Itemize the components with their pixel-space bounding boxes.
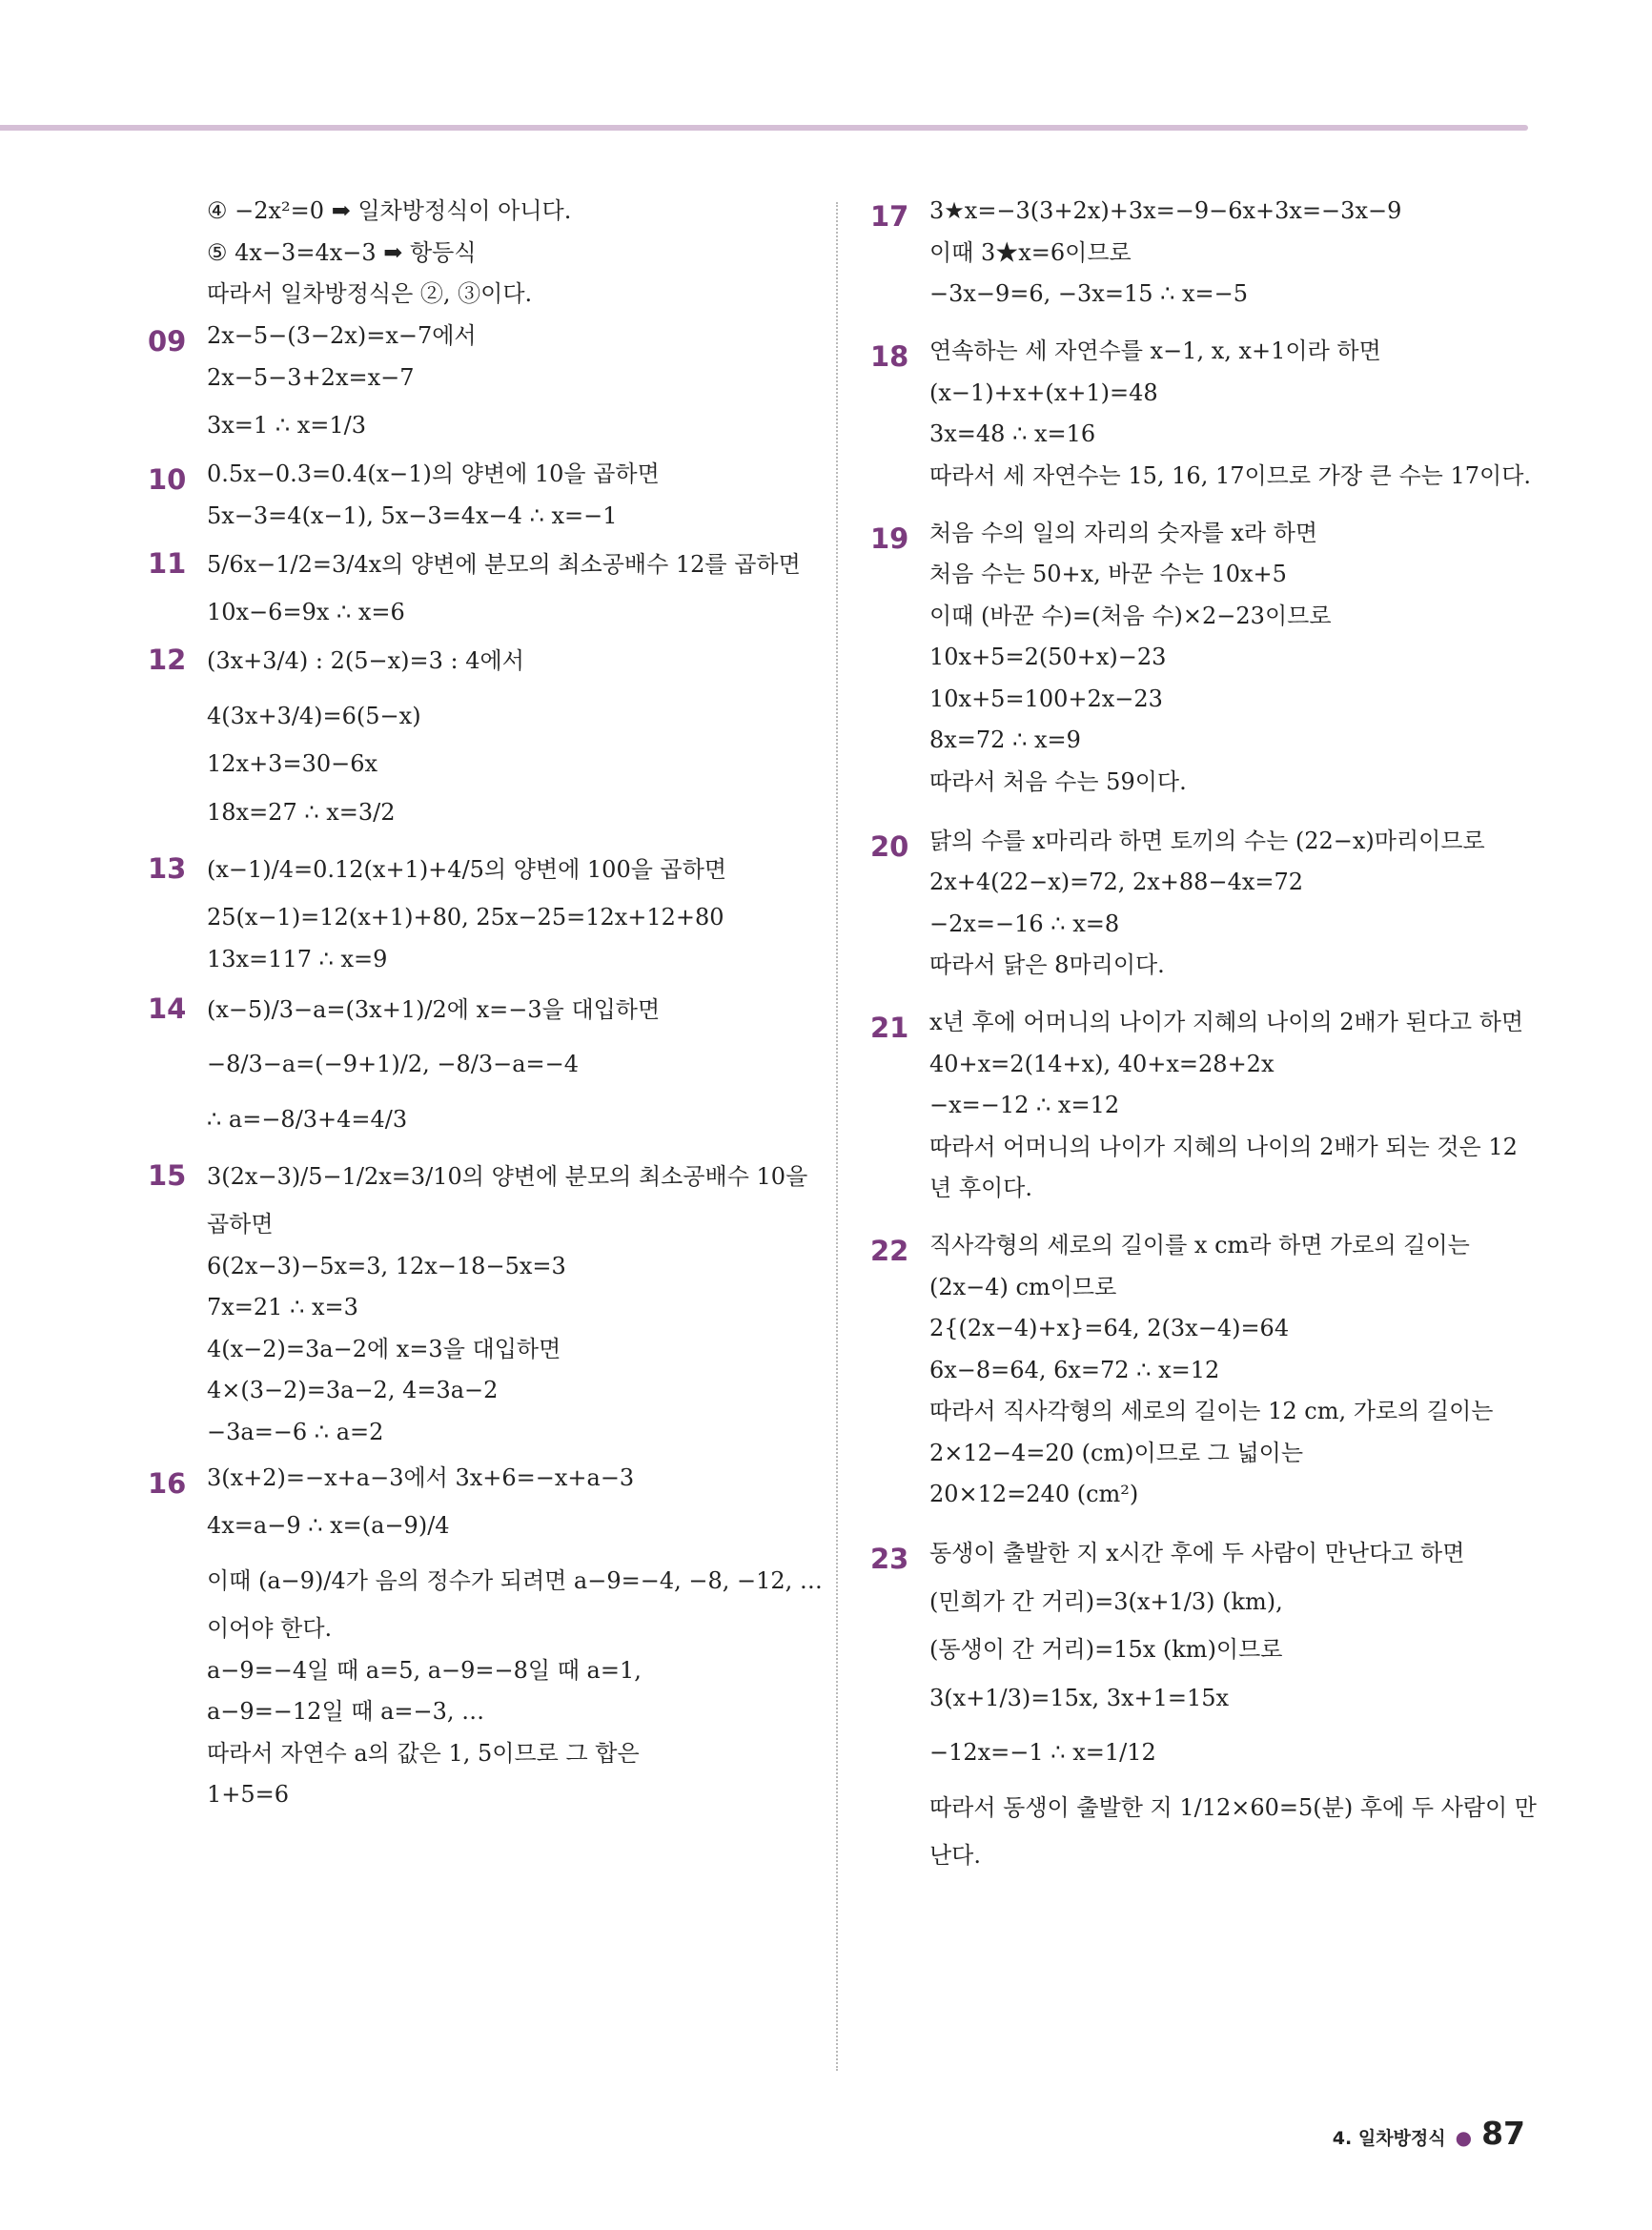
solution-line: a−9=−12일 때 a=−3, …	[207, 1698, 485, 1725]
solution-line: −8/3−a=(−9+1)/2, −8/3−a=−4	[207, 1051, 579, 1077]
solution-line: 4(3x+3/4)=6(5−x)	[207, 702, 421, 729]
solution-line: a−9=−4일 때 a=5, a−9=−8일 때 a=1,	[207, 1656, 642, 1684]
problem-number: 13	[148, 851, 187, 885]
solution-item	[148, 196, 815, 308]
solution-line: 곱하면	[207, 1211, 274, 1238]
solution-line: 3(2x−3)/5−1/2x=3/10의 양변에 분모의 최소공배수 10을	[207, 1162, 808, 1190]
solution-line: 난다.	[929, 1842, 981, 1869]
solution-line: 10x−6=9x ∴ x=6	[207, 599, 405, 625]
solution-line: 2×12−4=20 (cm)이므로 그 넓이는	[929, 1439, 1304, 1466]
solution-line: 13x=117 ∴ x=9	[207, 945, 388, 972]
solution-line: 6(2x−3)−5x=3, 12x−18−5x=3	[207, 1252, 566, 1279]
solution-line: 10x+5=2(50+x)−23	[929, 644, 1167, 670]
solution-item	[870, 1539, 1537, 1870]
solution-line: (x−1)+x+(x+1)=48	[929, 378, 1158, 406]
solution-line: 3x=48 ∴ x=16	[929, 420, 1096, 447]
solution-line: 3★x=−3(3+2x)+3x=−9−6x+3x=−3x−9	[929, 197, 1402, 224]
solution-line: ∴ a=−8/3+4=4/3	[207, 1105, 408, 1133]
solution-item	[148, 460, 815, 530]
solution-line: 25(x−1)=12(x+1)+80, 25x−25=12x+12+80	[207, 904, 724, 931]
solution-item	[870, 827, 1528, 980]
solution-item	[870, 1231, 1528, 1508]
top-rule	[0, 125, 1528, 131]
problem-number: 20	[870, 829, 909, 863]
solution-item	[148, 1463, 823, 1810]
solution-line: 2x−5−3+2x=x−7	[207, 363, 415, 391]
bullet-dot-icon: ●	[1455, 2126, 1473, 2149]
solution-line: 10x+5=100+2x−23	[929, 685, 1163, 712]
solution-line: 처음 수는 50+x, 바꾼 수는 10x+5	[929, 561, 1287, 587]
solution-line: 동생이 출발한 지 x시간 후에 두 사람이 만난다고 하면	[929, 1540, 1465, 1566]
problem-number: 11	[148, 546, 187, 580]
solution-line: 8x=72 ∴ x=9	[929, 726, 1081, 753]
problem-number: 14	[148, 992, 187, 1025]
solution-line: 따라서 직사각형의 세로의 길이는 12 cm, 가로의 길이는	[929, 1398, 1494, 1424]
solution-line: 따라서 닭은 8마리이다.	[929, 951, 1165, 978]
problem-number: 15	[148, 1158, 187, 1192]
problem-number: 12	[148, 644, 187, 676]
solution-line: (민희가 간 거리)=3(x+1/3) (km),	[929, 1587, 1283, 1615]
problem-number: 09	[148, 325, 187, 358]
solution-line: 2x+4(22−x)=72, 2x+88−4x=72	[929, 869, 1304, 895]
solution-item	[148, 849, 815, 973]
solution-line: 7x=21 ∴ x=3	[207, 1294, 358, 1320]
solution-line: 따라서 어머니의 나이가 지혜의 나이의 2배가 되는 것은 12	[929, 1133, 1518, 1160]
solution-item	[148, 543, 815, 627]
solution-line: 년 후이다.	[929, 1175, 1032, 1201]
solution-item	[870, 196, 1528, 308]
solution-line: 5/6x−1/2=3/4x의 양변에 분모의 최소공배수 12를 곱하면	[207, 550, 801, 578]
solution-line: ⑤ 4x−3=4x−3 ➡ 항등식	[207, 238, 477, 266]
chapter-title: 4. 일차방정식	[1332, 2128, 1446, 2149]
problem-number: 19	[870, 522, 909, 555]
solution-line: 18x=27 ∴ x=3/2	[207, 798, 396, 826]
solution-line: 따라서 일차방정식은 ②, ③이다.	[207, 280, 533, 307]
problem-number: 16	[148, 1466, 187, 1500]
solution-line: 이때 (바꾼 수)=(처음 수)×2−23이므로	[929, 602, 1332, 629]
solution-line: (동생이 간 거리)=15x (km)이므로	[929, 1636, 1283, 1663]
page-number: 87	[1481, 2115, 1525, 2152]
problem-number: 10	[148, 463, 187, 496]
solution-line: −12x=−1 ∴ x=1/12	[929, 1739, 1156, 1766]
solution-line: 0.5x−0.3=0.4(x−1)의 양변에 10을 곱하면	[207, 460, 660, 487]
solution-line: 4×(3−2)=3a−2, 4=3a−2	[207, 1377, 499, 1403]
solution-line: (x−1)/4=0.12(x+1)+4/5의 양변에 100을 곱하면	[207, 855, 727, 883]
solution-item	[148, 1156, 815, 1446]
solution-line: 이때 3★x=6이므로	[929, 238, 1132, 266]
solution-line: 이때 (a−9)/4가 음의 정수가 되려면 a−9=−4, −8, −12, …	[207, 1566, 823, 1594]
solution-line: −3x−9=6, −3x=15 ∴ x=−5	[929, 280, 1249, 307]
solution-line: 4(x−2)=3a−2에 x=3을 대입하면	[207, 1335, 561, 1362]
solution-line: (2x−4) cm이므로	[929, 1273, 1117, 1300]
solution-line: 1+5=6	[207, 1781, 290, 1808]
problem-number: 23	[870, 1543, 909, 1575]
page-footer	[1333, 2115, 1525, 2152]
solution-line: (3x+3/4) : 2(5−x)=3 : 4에서	[207, 647, 524, 674]
solution-line: 40+x=2(14+x), 40+x=28+2x	[929, 1050, 1275, 1077]
solution-line: 3(x+2)=−x+a−3에서 3x+6=−x+a−3	[207, 1463, 635, 1491]
solution-item	[870, 1008, 1528, 1202]
solution-item	[870, 519, 1528, 796]
solution-line: −x=−12 ∴ x=12	[929, 1092, 1120, 1118]
solution-line: −3a=−6 ∴ a=2	[207, 1418, 384, 1445]
problem-number: 18	[870, 340, 909, 373]
solution-line: 2{(2x−4)+x}=64, 2(3x−4)=64	[929, 1315, 1290, 1341]
solution-line: 5x−3=4(x−1), 5x−3=4x−4 ∴ x=−1	[207, 501, 618, 529]
column-divider	[836, 202, 838, 2071]
solution-line: 닭의 수를 x마리라 하면 토끼의 수는 (22−x)마리이므로	[929, 827, 1485, 854]
problem-number: 17	[870, 200, 909, 233]
solution-line: 이어야 한다.	[207, 1615, 333, 1642]
solution-item	[870, 337, 1532, 490]
solution-line: 직사각형의 세로의 길이를 x cm라 하면 가로의 길이는	[929, 1232, 1470, 1258]
solution-line: 3(x+1/3)=15x, 3x+1=15x	[929, 1684, 1230, 1711]
solution-line: 4x=a−9 ∴ x=(a−9)/4	[207, 1512, 450, 1539]
solution-line: ④ −2x²=0 ➡ 일차방정식이 아니다.	[207, 197, 572, 224]
solution-line: −2x=−16 ∴ x=8	[929, 910, 1120, 937]
solution-line: 6x−8=64, 6x=72 ∴ x=12	[929, 1356, 1220, 1383]
solution-line: x년 후에 어머니의 나이가 지혜의 나이의 2배가 된다고 하면	[929, 1009, 1524, 1035]
solution-item	[148, 989, 815, 1140]
solution-line: (x−5)/3−a=(3x+1)/2에 x=−3을 대입하면	[207, 995, 661, 1023]
problem-number: 22	[870, 1235, 909, 1267]
solution-line: 연속하는 세 자연수를 x−1, x, x+1이라 하면	[929, 338, 1381, 364]
solution-line: 12x+3=30−6x	[207, 750, 378, 777]
solution-line: 3x=1 ∴ x=1/3	[207, 412, 366, 439]
left-column	[148, 196, 823, 1822]
solution-item	[148, 321, 815, 446]
solution-item	[148, 640, 815, 833]
solution-line: 따라서 세 자연수는 15, 16, 17이므로 가장 큰 수는 17이다.	[929, 461, 1532, 489]
solution-line: 20×12=240 (cm²)	[929, 1481, 1139, 1507]
solution-line: 따라서 처음 수는 59이다.	[929, 767, 1187, 795]
problem-number: 21	[870, 1012, 909, 1044]
right-column	[870, 196, 1537, 1883]
solution-line: 따라서 동생이 출발한 지 1/12×60=5(분) 후에 두 사람이 만	[929, 1793, 1537, 1821]
solution-line: 2x−5−(3−2x)=x−7에서	[207, 322, 477, 349]
solution-line: 따라서 자연수 a의 값은 1, 5이므로 그 합은	[207, 1739, 640, 1767]
solution-line: 처음 수의 일의 자리의 숫자를 x라 하면	[929, 519, 1318, 546]
